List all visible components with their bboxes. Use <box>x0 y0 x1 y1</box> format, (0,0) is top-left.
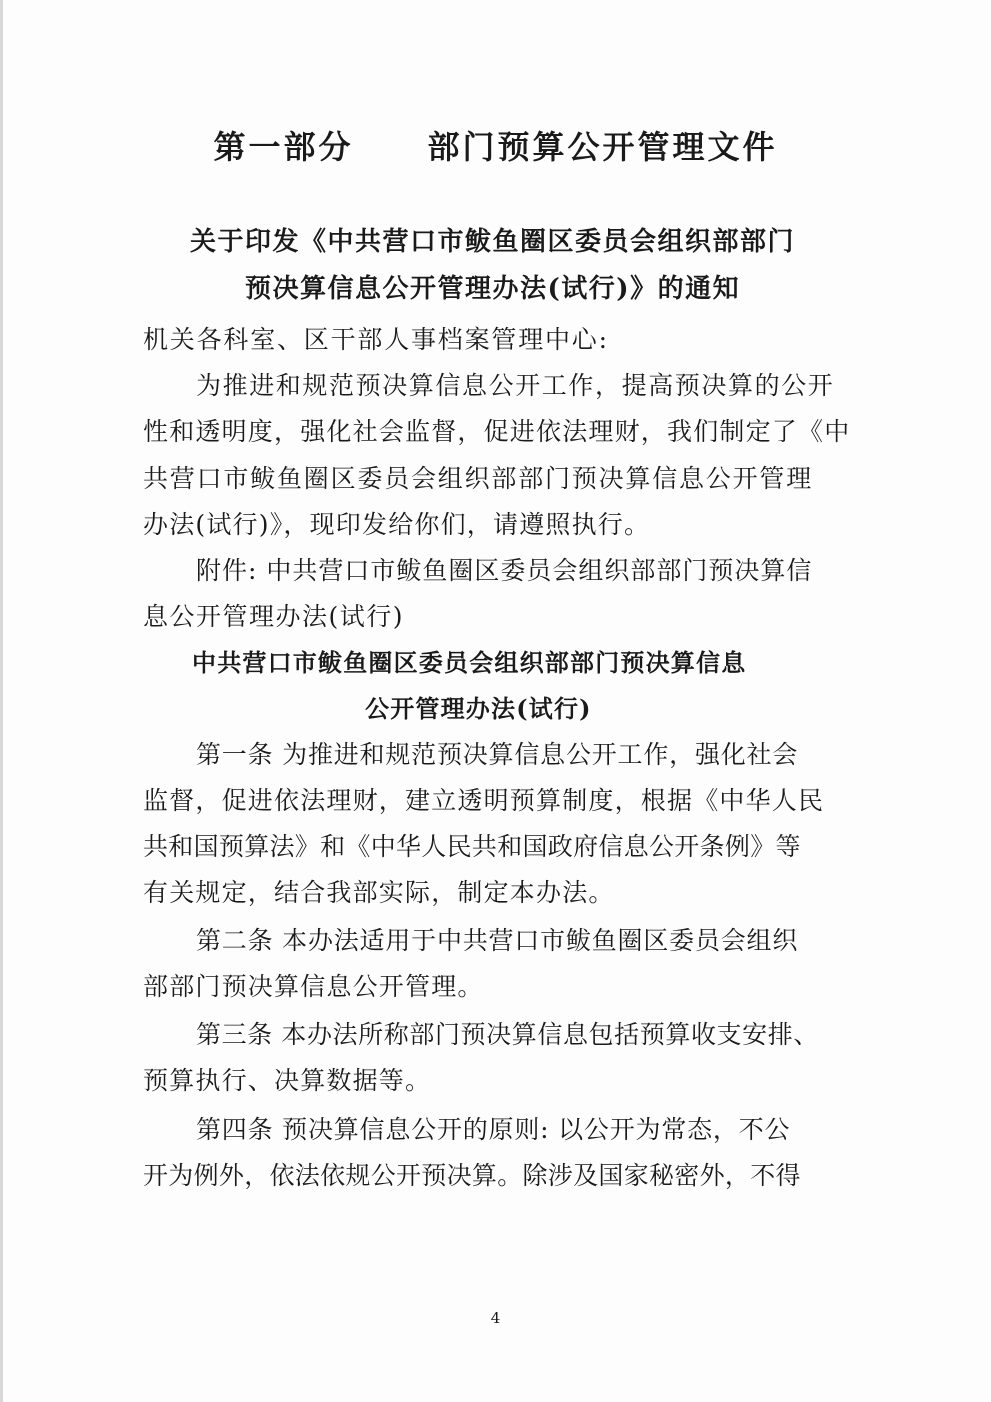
body-line-3: 共营口市鲅鱼圈区委员会组织部部门预决算信息公开管理 <box>143 464 814 493</box>
article-4-line-1: 第四条 预决算信息公开的原则: 以公开为常态，不公 <box>196 1115 791 1144</box>
addressee: 机关各科室、区干部人事档案管理中心: <box>143 325 609 354</box>
measures-title-line-2: 公开管理办法(试行) <box>365 694 592 723</box>
attachment-line-2: 息公开管理办法(试行) <box>143 602 405 631</box>
article-1-line-2: 监督，促进依法理财，建立透明预算制度，根据《中华人民 <box>143 786 825 815</box>
article-1-line-4: 有关规定，结合我部实际，制定本办法。 <box>143 878 615 907</box>
article-1-line-1: 第一条 为推进和规范预决算信息公开工作，强化社会 <box>196 740 799 769</box>
body-line-1: 为推进和规范预决算信息公开工作，提高预决算的公开 <box>196 371 835 400</box>
notice-title-line-2: 预决算信息公开管理办法(试行)》的通知 <box>245 274 741 304</box>
scan-edge <box>0 0 3 1402</box>
article-2-line-2: 部部门预决算信息公开管理。 <box>143 972 484 1001</box>
attachment-line-1: 附件: 中共营口市鲅鱼圈区委员会组织部部门预决算信 <box>196 556 813 585</box>
notice-title-line-1: 关于印发《中共营口市鲅鱼圈区委员会组织部部门 <box>190 227 796 257</box>
body-line-4: 办法(试行)》，现印发给你们，请遵照执行。 <box>143 510 651 539</box>
article-2-line-1: 第二条 本办法适用于中共营口市鲅鱼圈区委员会组织 <box>196 926 799 955</box>
part-title-right: 部门预算公开管理文件 <box>427 128 778 166</box>
article-1-line-3: 共和国预算法》和《中华人民共和国政府信息公开条例》等 <box>143 832 801 861</box>
page-number: 4 <box>490 1309 501 1327</box>
article-4-line-2: 开为例外，依法依规公开预决算。除涉及国家秘密外，不得 <box>143 1161 801 1190</box>
article-3-line-1: 第三条 本办法所称部门预决算信息包括预算收支安排、 <box>196 1020 819 1049</box>
body-line-2: 性和透明度，强化社会监督，促进依法理财，我们制定了《中 <box>143 417 851 446</box>
measures-title-line-1: 中共营口市鲅鱼圈区委员会组织部部门预决算信息 <box>192 648 747 677</box>
part-title <box>0 122 991 172</box>
article-3-line-2: 预算执行、决算数据等。 <box>143 1066 432 1095</box>
part-title-left: 第一部分 <box>213 128 354 166</box>
